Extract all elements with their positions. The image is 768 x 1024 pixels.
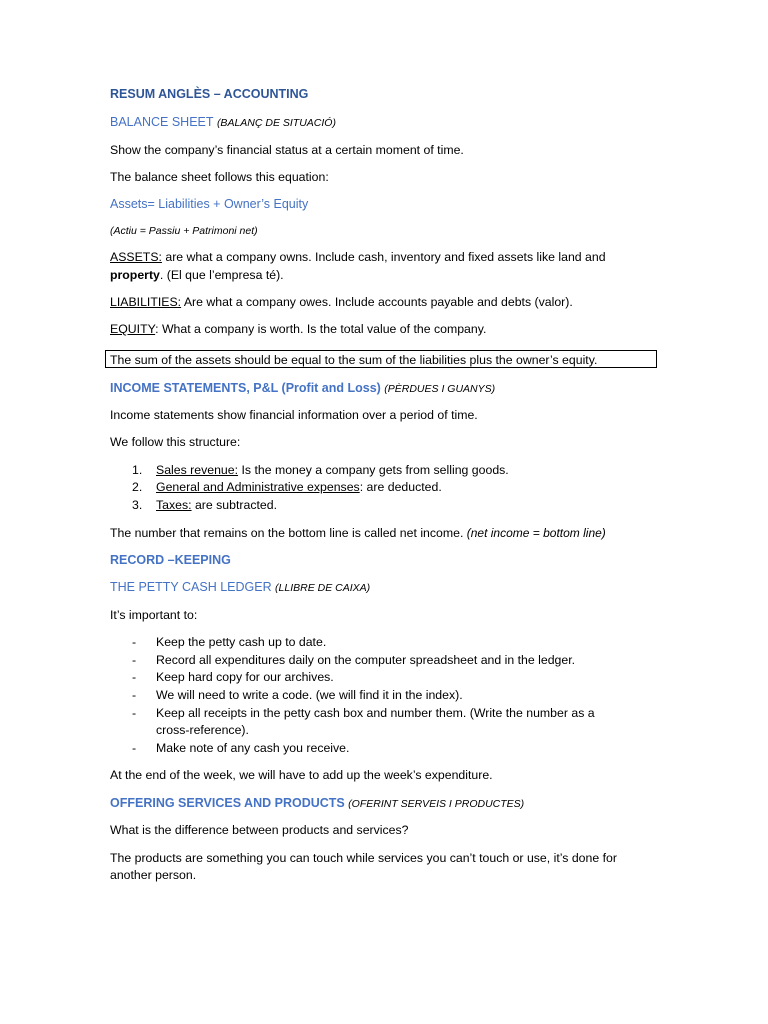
offering-heading [110,795,650,814]
paragraph: Show the company’s financial status at a certain moment of time. [110,143,464,157]
paragraph: It’s important to: [110,608,198,622]
list-number: 2. [132,480,143,494]
assets-definition [110,249,650,267]
list-term: Sales revenue: [156,463,239,477]
heading-text: BALANCE SHEET [110,115,214,129]
heading-note: (BALANÇ DE SITUACIÓ) [216,117,336,129]
heading-note: (OFERINT SERVEIS I PRODUCTES) [348,798,525,810]
liabilities-term: LIABILITIES: [110,295,182,309]
list-term: Taxes: [156,498,192,512]
balance-sheet-heading [110,114,650,133]
net-income-paragraph [110,525,650,543]
list-term: General and Administrative expenses [156,480,360,494]
liabilities-definition [110,294,650,312]
document-title: RESUM ANGLÈS – ACCOUNTING [110,87,309,101]
paragraph: The balance sheet follows this equation: [110,170,329,184]
equity-term: EQUITY [110,322,156,336]
paragraph: The products are something you can touch while services you can’t touch or use, it’s done for [110,851,617,865]
net-income-text: The number that remains on the bottom line is called net income. [110,526,464,540]
paragraph: At the end of the week, we will have to add up the week’s expenditure. [110,768,493,782]
list-text: Record all expenditures daily on the computer spreadsheet and in the ledger. [156,653,576,667]
list-text: We will need to write a code. (we will find it in the index). [156,688,463,702]
list-text: cross-reference). [156,723,249,737]
paragraph: We follow this structure: [110,435,241,449]
heading-text: INCOME STATEMENTS, P&L (Profit and Loss) [110,381,381,395]
heading-text: THE PETTY CASH LEDGER [110,580,272,594]
equation: Assets= Liabilities + Owner’s Equity [110,197,309,211]
equity-text: : What a company is worth. Is the total value of the company. [155,322,487,336]
document-page: RESUM ANGLÈS – ACCOUNTING BALANCE SHEET (BALANÇ DE SITUACIÓ) Show the company’s financial status at a certain moment of time. The balance sheet follows this equation: Assets= Liabilities + Owner’s Equity (Actiu = Passiu + Patrimoni net) ASSETS: are what a company owns. Include cash, inventory and fixed assets like land and property. (El que l’empresa té). LIABILITIES: Are what a company owes. Include accounts payable and debts (valor). EQUITY: What a company is worth. Is the total value of the company. The sum of the assets should be equal to the sum of the liabilities plus the owner’s equity. INCOME STATEMENTS, P&L (Profit and Loss) (PÈRDUES I GUANYS) Income statements show financial information over a period of time. We follow this structure: 1. Sales revenue: Is the money a company gets from selling goods. 2. General and Administrative expenses: are deducted. 3. Taxes: are subtracted. The number that remains on the bottom line is called net income. (net income = bottom line) RECORD –KEEPING THE PETTY CASH LEDGER (LLIBRE DE CAIXA) It’s important to: - Keep the petty cash up to date. - Record all expenditures daily on the computer spreadsheet and in the ledger. - Keep hard copy for our archives. - We will need to write a code. (we will find it in the index). - Keep all receipts in the petty cash box and number them. (Write the number as a cross-reference). - Make note of any cash you receive. At the end of the week, we will have to add up the week’s expenditure. OFFERING SERVICES AND PRODUCTS (OFERINT SERVEIS I PRODUCTES) What is the difference between products and services? The products are something you can touch while services you can’t touch or use, it’s done for another person. [0,0,768,1024]
list-text: Is the money a company gets from selling goods. [238,463,509,477]
list-text: Keep all receipts in the petty cash box and number them. (Write the number as a [156,706,595,720]
heading-text: OFFERING SERVICES AND PRODUCTS [110,796,345,810]
equation-note: (Actiu = Passiu + Patrimoni net) [110,225,258,237]
liabilities-text: Are what a company owes. Include accounts payable and debts (valor). [181,295,573,309]
income-statements-heading [110,380,650,399]
paragraph: another person. [110,868,197,882]
petty-cash-heading [110,579,650,598]
net-income-note: (net income = bottom line) [463,526,606,540]
paragraph: What is the difference between products and services? [110,823,409,837]
record-keeping-heading: RECORD –KEEPING [110,553,231,567]
equity-definition [110,321,650,339]
assets-bold: property [110,268,160,282]
boxed-note: The sum of the assets should be equal to the sum of the liabilities plus the owner’s equity. [105,350,657,368]
list-text: : are deducted. [359,480,442,494]
list-number: 1. [132,463,143,477]
list-number: 3. [132,498,143,512]
list-text: Make note of any cash you receive. [156,741,350,755]
assets-rest: . (El que l’empresa té). [159,268,284,282]
assets-definition-cont [110,267,650,285]
paragraph: Income statements show financial information over a period of time. [110,408,478,422]
assets-text: are what a company owns. Include cash, inventory and fixed assets like land and [161,250,606,264]
list-text: Keep the petty cash up to date. [156,635,327,649]
list-text: are subtracted. [191,498,277,512]
assets-term: ASSETS: [110,250,162,264]
heading-note: (PÈRDUES I GUANYS) [384,383,496,395]
list-text: Keep hard copy for our archives. [156,670,334,684]
heading-note: (LLIBRE DE CAIXA) [275,582,371,594]
